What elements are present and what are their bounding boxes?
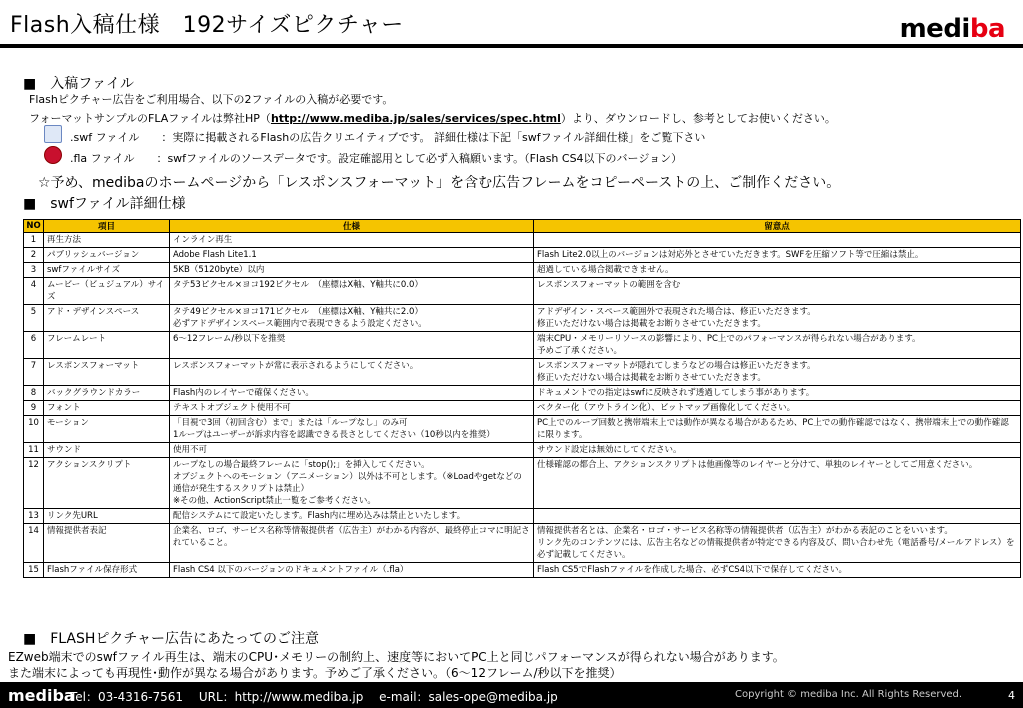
cell-item: パブリッシュバージョン (44, 248, 170, 263)
cell-item: ムービー（ビュジュアル）サイズ (44, 278, 170, 305)
section-heading-caution: ■ FLASHピクチャー広告にあたってのご注意 (23, 631, 319, 647)
cell-spec: 企業名、ロゴ、サービス名称等情報提供者（広告主）がわかる内容が、最終停止コマに明記されていること。 (170, 524, 534, 563)
cell-no: 11 (24, 443, 44, 458)
cell-no: 7 (24, 359, 44, 386)
header-item: 項目 (44, 220, 170, 233)
header-rule (0, 44, 1023, 48)
cell-item: サウンド (44, 443, 170, 458)
files-line-1: Flashピクチャー広告をご利用場合、以下の2ファイルの入稿が必要です。 (29, 93, 394, 106)
cell-note (534, 509, 1021, 524)
cell-item: 再生方法 (44, 233, 170, 248)
header-note: 留意点 (534, 220, 1021, 233)
cell-note: ドキュメントでの指定はswfに反映されず透過してしまう事があります。 (534, 386, 1021, 401)
table-row (24, 509, 1021, 524)
section-heading-files: ■ 入稿ファイル (23, 76, 134, 92)
logo-part-a: medi (899, 14, 970, 44)
cell-item: フレームレート (44, 332, 170, 359)
fla-file-icon (44, 146, 62, 164)
cell-note: サウンド設定は無効にしてください。 (534, 443, 1021, 458)
cell-spec: 配信システムにて設定いたします。Flash内に埋め込みは禁止といたします。 (170, 509, 534, 524)
table-row (24, 263, 1021, 278)
cell-spec: Flash内のレイヤーで確保ください。 (170, 386, 534, 401)
footer-copyright: Copyright © mediba Inc. All Rights Reserved. (735, 689, 963, 700)
swf-file-icon (44, 125, 62, 143)
table-row (24, 524, 1021, 563)
cell-note: PC上でのループ回数と携帯端末上では動作が異なる場合があるため、PC上での動作確認ではなく、携帯端末上での動作確認に限ります。 (534, 416, 1021, 443)
table-row (24, 248, 1021, 263)
cell-no: 10 (24, 416, 44, 443)
page-number: 4 (1008, 689, 1015, 702)
spec-table (23, 219, 1021, 578)
spec-link[interactable]: http://www.mediba.jp/sales/services/spec.html (270, 112, 561, 125)
caution-line-2: また端末によっても再現性･動作が異なる場合があります。予めご了承ください。（6～12フレーム/秒以下を推奨） (8, 666, 622, 680)
cell-note: 超過している場合掲載できません。 (534, 263, 1021, 278)
cell-no: 2 (24, 248, 44, 263)
cell-item: アクションスクリプト (44, 458, 170, 509)
table-row (24, 458, 1021, 509)
cell-no: 9 (24, 401, 44, 416)
cell-no: 6 (24, 332, 44, 359)
cell-spec: インライン再生 (170, 233, 534, 248)
table-row (24, 386, 1021, 401)
cell-spec: テキストオブジェクト使用不可 (170, 401, 534, 416)
cell-no: 15 (24, 563, 44, 578)
cell-spec: 「目視で3回（初回含む）まで」または「ループなし」のみ可 1ループはユーザーが訴求内容を認識できる長さとしてください（10秒以内を推奨） (170, 416, 534, 443)
footer-contact: Tel：03-4316-7561 URL：http://www.mediba.jp e-mail：sales-ope@mediba.jp (70, 690, 558, 704)
table-row (24, 359, 1021, 386)
cell-item: Flashファイル保存形式 (44, 563, 170, 578)
cell-note: アドデザイン・スペース範囲外で表現された場合は、修正いただきます。 修正いただけない場合は掲載をお断りさせていただきます。 (534, 305, 1021, 332)
cell-item: フォント (44, 401, 170, 416)
fla-line: .fla ファイル ：swfファイルのソースデータです。設定確認用として必ず入稿願います。（Flash CS4以下のバージョン） (70, 152, 683, 165)
cell-spec: 5KB（5120byte）以内 (170, 263, 534, 278)
cell-no: 4 (24, 278, 44, 305)
cell-item: リンク先URL (44, 509, 170, 524)
cell-item: レスポンスフォーマット (44, 359, 170, 386)
footer-bar (0, 682, 1023, 708)
table-row (24, 401, 1021, 416)
table-row (24, 443, 1021, 458)
table-row (24, 416, 1021, 443)
cell-note: レスポンスフォーマットが隠れてしまうなどの場合は修正いただきます。 修正いただけない場合は掲載をお断りさせていただきます。 (534, 359, 1021, 386)
cell-note: ベクター化（アウトライン化）、ビットマップ画像化してください。 (534, 401, 1021, 416)
header-spec: 仕様 (170, 220, 534, 233)
note-line: ☆予め、medibaのホームページから「レスポンスフォーマット」を含む広告フレームをコピーペーストの上、ご制作ください。 (38, 175, 841, 191)
files-line-2-b: ）より、ダウンロードし、参考としてお使いください。 (560, 112, 836, 125)
cell-item: モーション (44, 416, 170, 443)
footer-logo: mediba (8, 686, 75, 705)
cell-spec: Flash CS4 以下のバージョンのドキュメントファイル（.fla） (170, 563, 534, 578)
cell-note (534, 233, 1021, 248)
cell-note: Flash CS5でFlashファイルを作成した場合、必ずCS4以下で保存してください。 (534, 563, 1021, 578)
table-row (24, 332, 1021, 359)
section-heading-swf: ■ swfファイル詳細仕様 (23, 196, 186, 212)
cell-note: 情報提供者名とは、企業名・ロゴ・サービス名称等の情報提供者（広告主）がわかる表記のことをいいます。 リンク先のコンテンツには、広告主名などの情報提供者が特定できる内容及び、問い合わせ先（電話番号/メールアドレス）を必ず記載してください。 (534, 524, 1021, 563)
files-line-2-a: フォーマットサンプルのFLAファイルは弊社HP（ (29, 112, 271, 125)
cell-no: 14 (24, 524, 44, 563)
cell-note: 端末CPU・メモリーリソースの影響により、PC上でのパフォーマンスが得られない場合があります。 予めご了承ください。 (534, 332, 1021, 359)
cell-no: 1 (24, 233, 44, 248)
cell-item: 情報提供者表記 (44, 524, 170, 563)
table-row (24, 233, 1021, 248)
cell-spec: タテ49ピクセル×ヨコ171ピクセル （座標はX軸、Y軸共に2.0） 必ずアドデザインスペース範囲内で表現できるよう設定ください。 (170, 305, 534, 332)
cell-spec: ループなしの場合最終フレームに「stop();」を挿入してください。 オブジェクトへのモーション（アニメーション）以外は不可とします。（※Loadやgetなどの通信が発生するスクリプトは禁止） ※その他、ActionScript禁止一覧をご参考ください。 (170, 458, 534, 509)
cell-no: 13 (24, 509, 44, 524)
table-row (24, 278, 1021, 305)
cell-item: アド・デザインスペース (44, 305, 170, 332)
cell-spec: 使用不可 (170, 443, 534, 458)
cell-note: 仕様確認の都合上、アクションスクリプトは他画像等のレイヤーと分けて、単独のレイヤーとしてご用意ください。 (534, 458, 1021, 509)
cell-no: 3 (24, 263, 44, 278)
cell-item: swfファイルサイズ (44, 263, 170, 278)
cell-spec: Adobe Flash Lite1.1 (170, 248, 534, 263)
cell-note: レスポンスフォーマットの範囲を含む (534, 278, 1021, 305)
files-line-2 (29, 110, 836, 126)
cell-spec: 6～12フレーム/秒以下を推奨 (170, 332, 534, 359)
logo-part-b: ba (969, 14, 1005, 44)
cell-spec: レスポンスフォーマットが常に表示されるようにしてください。 (170, 359, 534, 386)
table-row (24, 305, 1021, 332)
caution-line-1: EZweb端末でのswfファイル再生は、端末のCPU･メモリーの制約上、速度等においてPC上と同じパフォーマンスが得られない場合があります。 (8, 650, 785, 664)
mediba-logo (900, 14, 1005, 44)
cell-spec: タテ53ピクセル×ヨコ192ピクセル （座標はX軸、Y軸共に0.0） (170, 278, 534, 305)
swf-line: .swf ファイル ：実際に掲載されるFlashの広告クリエイティブです。 詳細仕様は下記「swfファイル詳細仕様」をご覧下さい (70, 131, 706, 144)
cell-item: バックグラウンドカラー (44, 386, 170, 401)
cell-note: Flash Lite2.0以上のバージョンは対応外とさせていただきます。SWFを圧縮ソフト等で圧縮は禁止。 (534, 248, 1021, 263)
table-row (24, 563, 1021, 578)
table-header-row (24, 220, 1021, 233)
page-title: Flash入稿仕様 192サイズピクチャー (10, 13, 404, 38)
cell-no: 8 (24, 386, 44, 401)
cell-no: 12 (24, 458, 44, 509)
header-no: NO (24, 220, 44, 233)
cell-no: 5 (24, 305, 44, 332)
